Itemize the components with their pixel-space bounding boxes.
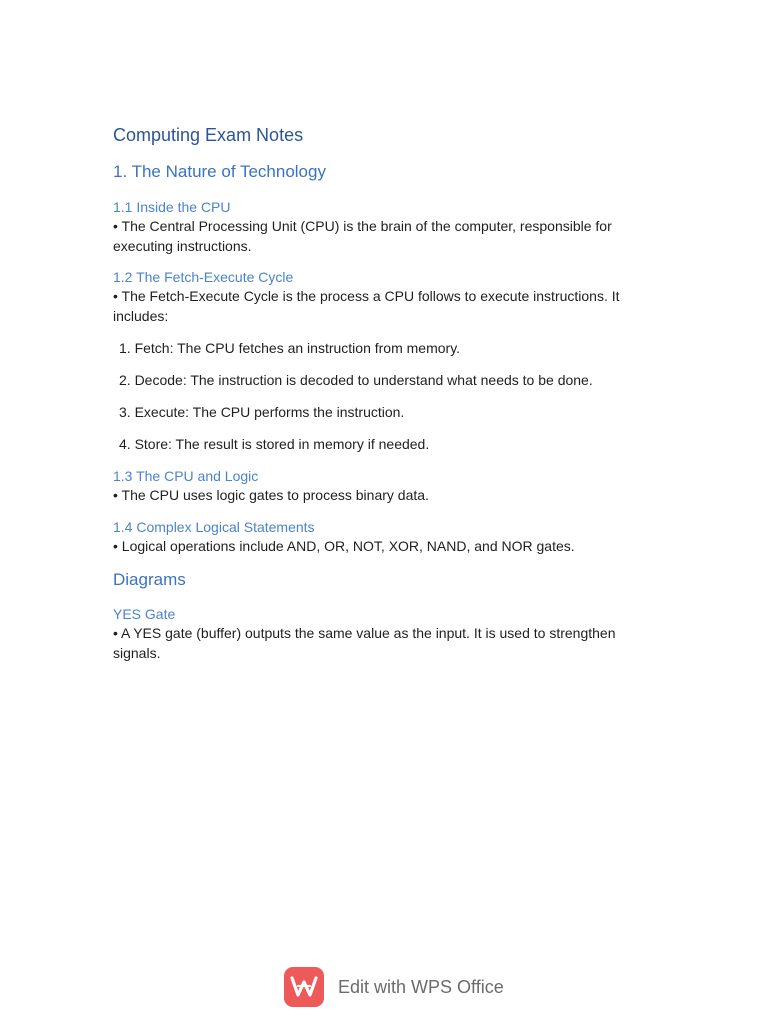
edit-with-wps-button[interactable] xyxy=(284,966,504,1008)
subheading-yes-gate: YES Gate xyxy=(113,606,176,622)
list-item: 1. Fetch: The CPU fetches an instruction from memory. xyxy=(119,340,461,356)
section-heading-diagrams: Diagrams xyxy=(113,570,186,589)
list-item: 3. Execute: The CPU performs the instruction. xyxy=(119,404,405,420)
subheading-complex-logical-statements: 1.4 Complex Logical Statements xyxy=(113,518,315,535)
edit-with-wps-label: Edit with WPS Office xyxy=(338,976,504,997)
wps-logo-icon xyxy=(284,967,324,1007)
paragraph-yes-gate: • A YES gate (buffer) outputs the same value as the input. It is used to strengthen signals. xyxy=(113,625,616,661)
section-heading-nature-of-technology: 1. The Nature of Technology xyxy=(113,162,326,181)
list-item: 2. Decode: The instruction is decoded to understand what needs to be done. xyxy=(119,372,593,388)
document-title: Computing Exam Notes xyxy=(113,125,304,145)
paragraph-inside-cpu: • The Central Processing Unit (CPU) is the brain of the computer, responsible for executing instructions. xyxy=(113,218,612,254)
subheading-fetch-execute-cycle: 1.2 The Fetch-Execute Cycle xyxy=(113,269,294,285)
list-item: 4. Store: The result is stored in memory if needed. xyxy=(119,436,430,452)
subheading-inside-cpu: 1.1 Inside the CPU xyxy=(113,199,231,215)
document-content xyxy=(113,122,633,663)
paragraph-complex-logical-statements: • Logical operations include AND, OR, NOT, XOR, NAND, and NOR gates. xyxy=(113,537,575,554)
paragraph-cpu-and-logic: • The CPU uses logic gates to process binary data. xyxy=(113,487,429,503)
subheading-cpu-and-logic: 1.3 The CPU and Logic xyxy=(113,468,259,484)
fetch-execute-steps-list xyxy=(113,339,633,454)
paragraph-fetch-execute-cycle: • The Fetch-Execute Cycle is the process a CPU follows to execute instructions. It includes: xyxy=(113,288,620,324)
